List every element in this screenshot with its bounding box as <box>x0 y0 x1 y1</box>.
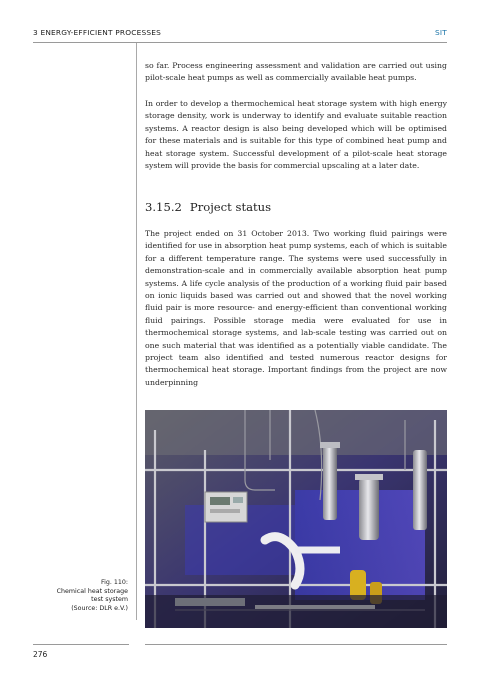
page-number: 276 <box>33 650 48 659</box>
paragraph-status: The project ended on 31 October 2013. Two working fluid pairings were identified for use in absorption heat pump systems, each of which is suitable for a different temperature range. The systems were used successfully in demonstration-scale and in commercially available absorption heat pump systems. A life cycle analysis of the production of a working fluid pair based on ionic liquids based was carried out and showed that the novel working fluid pair is more resource- and energy-efficient than conventional working fluid pairings. Possible storage media were evaluated for use in thermochemical storage systems, and lab-scale testing was carried out on one such material that was identified as a potentially viable candidate. The project team also identified and tested numerous reactor designs for thermochemical heat storage. Important findings from the project are now underpinning <box>145 229 447 387</box>
figure-source: (Source: DLR e.V.) <box>71 604 128 612</box>
column-divider <box>136 43 137 620</box>
section-number: 3.15.2 <box>145 200 182 214</box>
footer-rule-left <box>33 644 129 645</box>
figure-caption-line-2: test system <box>91 596 128 604</box>
header-rule <box>33 42 447 43</box>
figure-label: Fig. 110: <box>100 579 128 586</box>
section-title: Project status <box>189 200 272 214</box>
figure-caption <box>8 579 128 613</box>
section-heading <box>145 200 271 214</box>
paragraph-intro: so far. Process engineering assessment and validation are carried out using pilot-scale heat pumps as well as commercially available heat pumps. <box>145 61 447 83</box>
paragraph-storage: In order to develop a thermochemical heat storage system with high energy storage density, work is underway to identify and evaluate suitable reaction systems. A reactor design is also being developed which will be optimised for these materials and is suitable for this type of combined heat pump and heat storage system. Successful development of a pilot-scale heat storage system will provide the basis for commercial upscaling at a later date. <box>145 99 447 171</box>
figure-caption-line-1: Chemical heat storage <box>56 587 128 595</box>
header-section-title: 3 ENERGY-EFFICIENT PROCESSES <box>33 28 162 37</box>
footer-rule-right <box>145 644 447 645</box>
running-header <box>33 28 447 42</box>
header-brand: SIT <box>435 28 447 37</box>
figure-photo <box>145 410 447 628</box>
